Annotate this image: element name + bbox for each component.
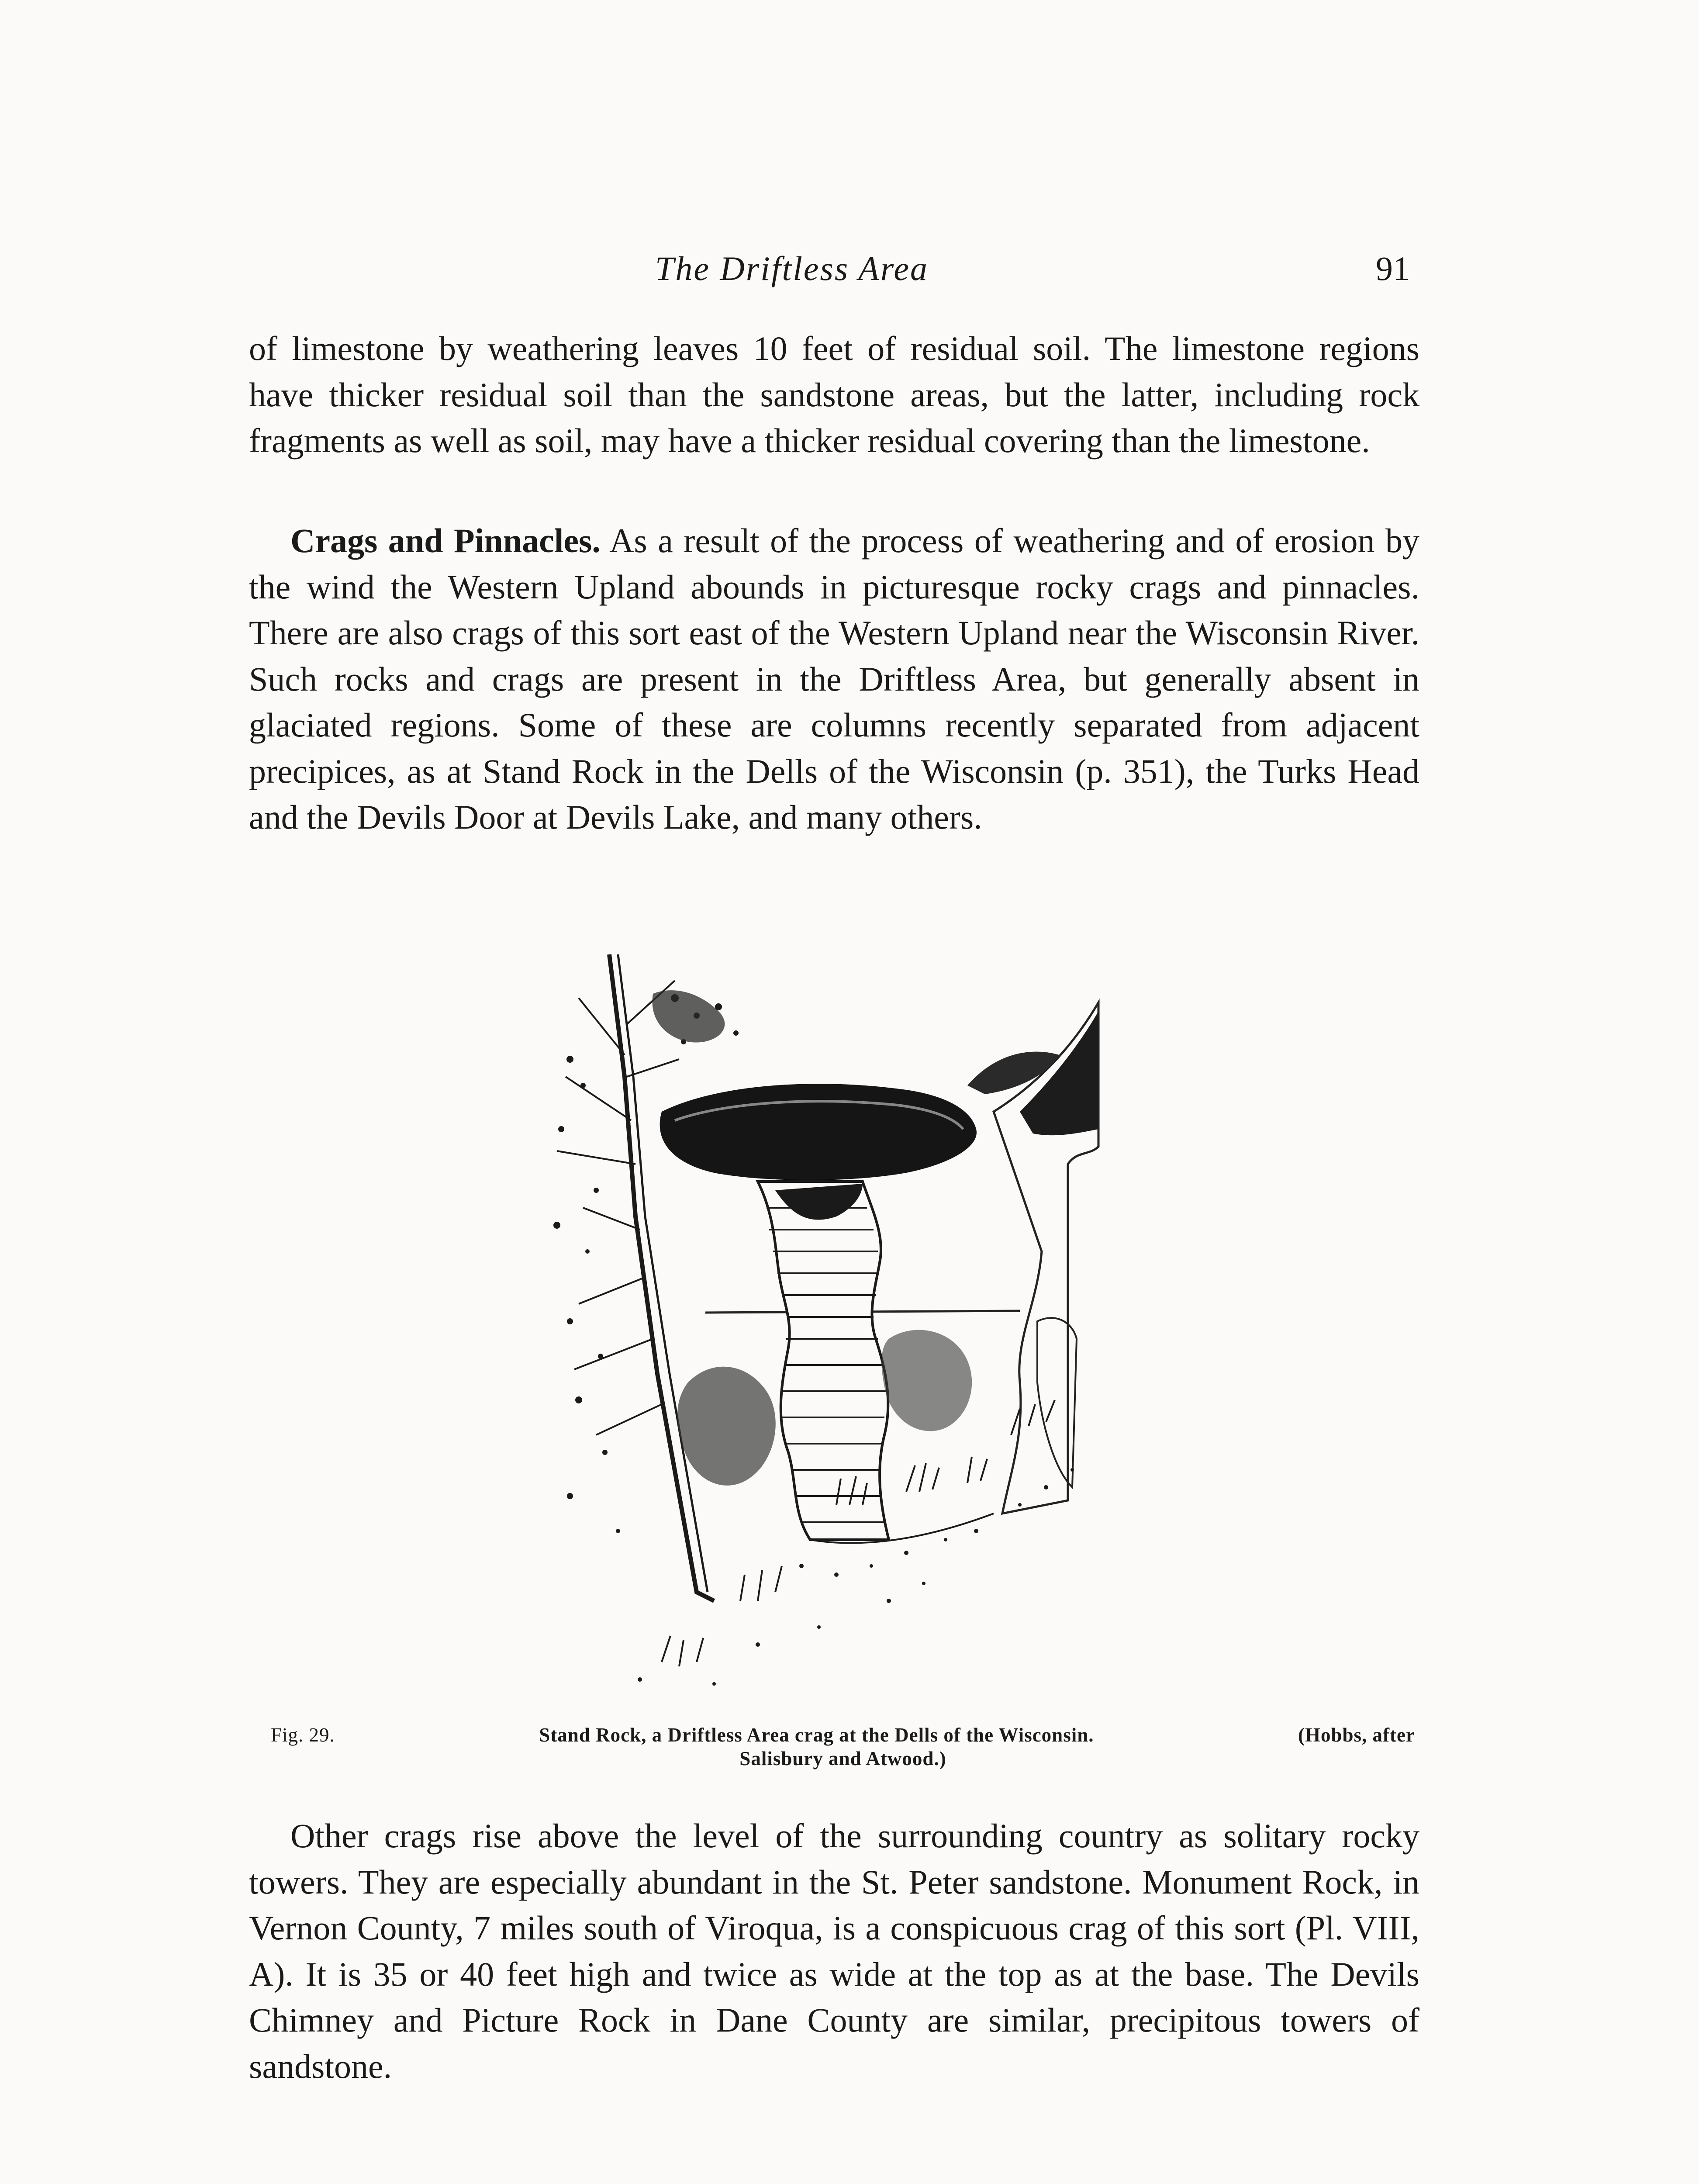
paragraph-solitary-towers: Other crags rise above the level of the surrounding country as solitary rocky towers. They are especially abundant in the St. Peter sandstone. Monument Rock, in Vernon County, 7 miles south of Viroqua, is a conspicuous crag of this sort (Pl. VIII, A). It is 35 or 40 feet high and twice as wide at the top as at the base. The Devils Chimney and Picture Rock in Dane County are similar, precipitous towers of sandstone. (249, 1817, 1419, 2085)
caption-credit: (Hobbs, after (1298, 1724, 1415, 1746)
running-header (0, 245, 1699, 293)
section-heading-crags-and-pinnacles: Crags and Pinnacles. (290, 522, 601, 560)
caption-text: Stand Rock, a Driftless Area crag at the Dells of the Wisconsin. (539, 1724, 1094, 1746)
caption-credit-continued: Salisbury and Atwood.) (739, 1748, 946, 1769)
page-number: 91 (1376, 249, 1410, 287)
figure-label: Fig. 29. (271, 1724, 335, 1746)
paragraph-crags-and-pinnacles (249, 518, 1419, 840)
paragraph-residual-soil: of limestone by weathering leaves 10 feet of residual soil. The limestone regions have thicker residual soil than the sandstone areas, but the latter, including rock fragments as well as soil, may have a thicker residual covering than the limestone. (249, 329, 1419, 460)
running-title: The Driftless Area (655, 249, 929, 287)
paragraph-crags-body: As a result of the process of weathering and of erosion by the wind the Western Upland abounds in picturesque rocky crags and pinnacles. There are also crags of this sort east of the Western Upland near the Wisconsin River. Such rocks and crags are present in the Driftless Area, but generally absent in glaciated regions. Some of these are columns recently separated from adjacent precipices, as at Stand Rock in the Dells of the Wisconsin (p. 351), the Turks Head and the Devils Door at Devils Lake, and many others. (249, 522, 1420, 836)
figure-caption (271, 1723, 1415, 1770)
stand-rock-illustration (531, 946, 1160, 1706)
stand-rock-drawing (531, 946, 1160, 1706)
